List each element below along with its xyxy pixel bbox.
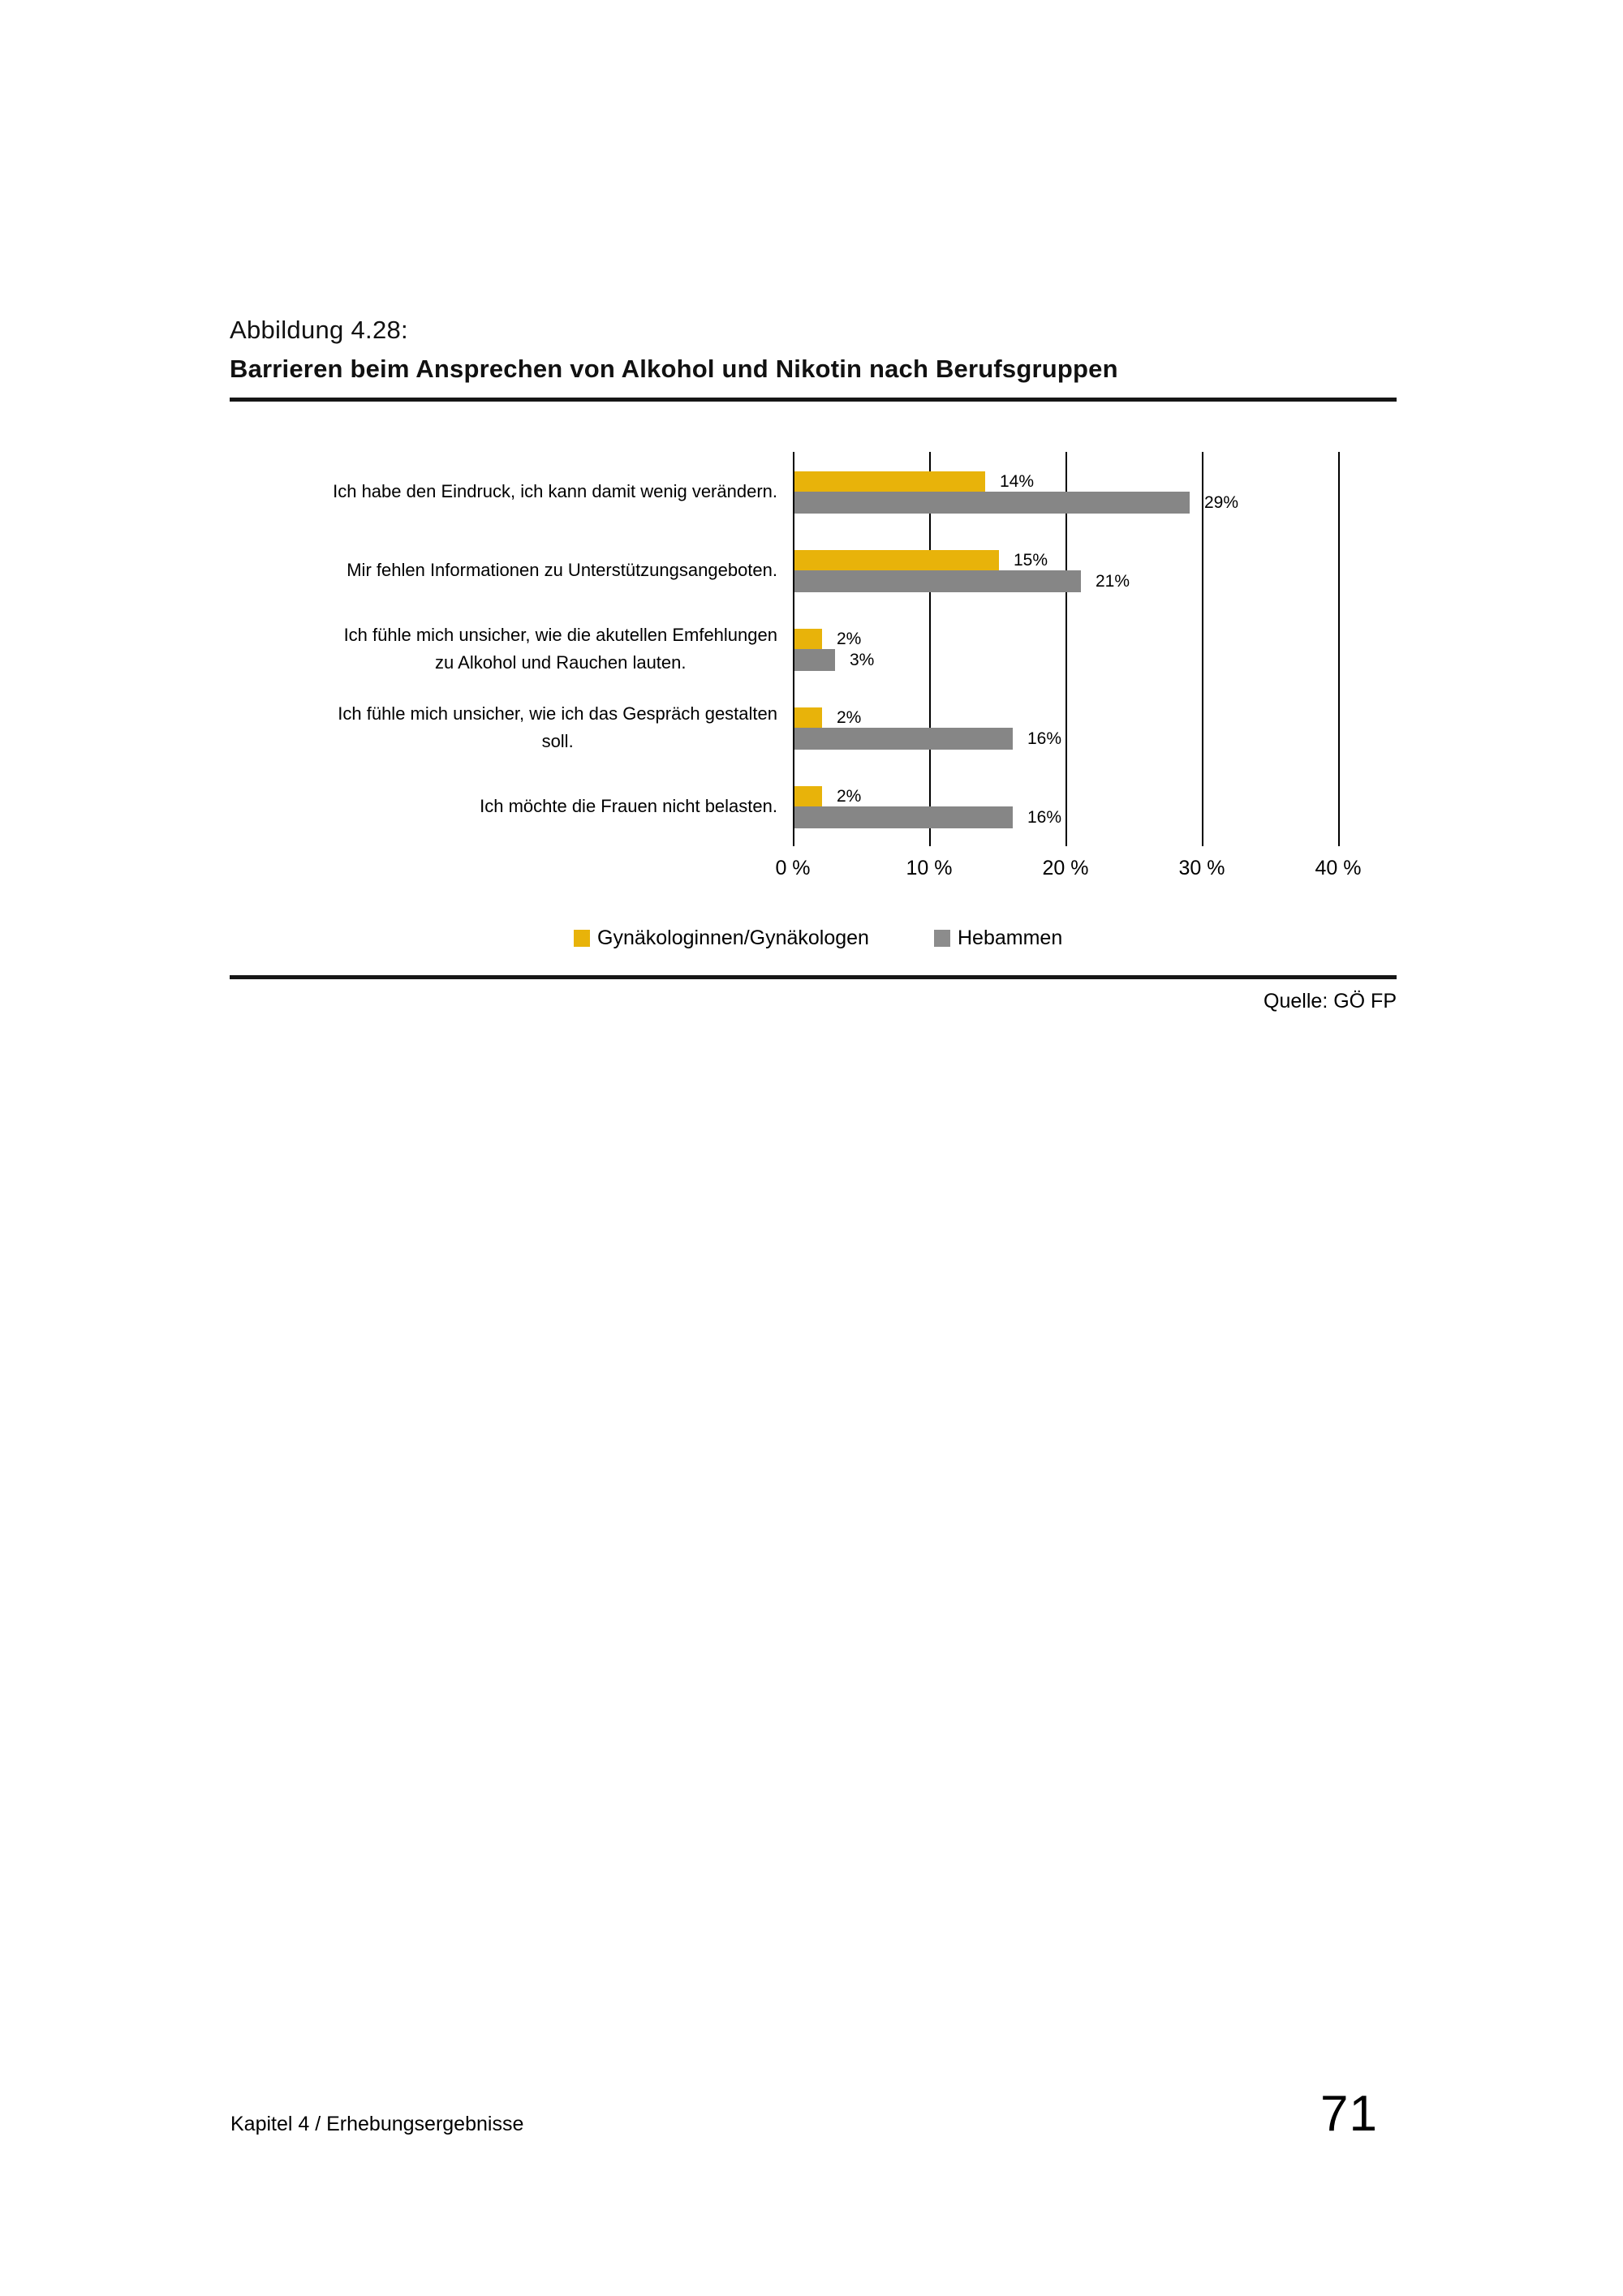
category-label: [344, 621, 777, 677]
bar-hebammen: [794, 649, 835, 671]
bar-gynaekologen: [794, 707, 822, 728]
bar-gynaekologen: [794, 471, 985, 492]
category-label-line: Mir fehlen Informationen zu Unterstützungsangeboten.: [347, 559, 777, 580]
legend-swatch-hebammen: [934, 930, 950, 947]
bar-hebammen: [794, 728, 1013, 750]
axis-tick-label: 40 %: [1315, 857, 1362, 879]
axis-tick-label: 30 %: [1178, 857, 1225, 879]
legend-label-hebammen: Hebammen: [958, 927, 1063, 949]
value-label: 14%: [1000, 471, 1035, 491]
chart-row: [793, 767, 1340, 846]
chart-row: [793, 689, 1340, 767]
figure-label: Abbildung 4.28:: [230, 316, 408, 344]
bar-hebammen: [794, 806, 1013, 828]
value-label: 3%: [850, 650, 875, 669]
footer-chapter-label: Kapitel 4 / Erhebungsergebnisse: [230, 2113, 524, 2135]
legend-item-gynaekologen: [574, 927, 869, 950]
category-label: [480, 793, 777, 820]
value-label: 2%: [837, 787, 862, 806]
category-axis: [219, 452, 777, 846]
page-number: 71: [1320, 2086, 1378, 2142]
value-label: 16%: [1027, 808, 1062, 828]
legend-label-gynaekologen: Gynäkologinnen/Gynäkologen: [597, 927, 869, 949]
axis-tick-label: 10 %: [906, 857, 953, 879]
value-label: 2%: [837, 629, 862, 648]
figure-title: Barrieren beim Ansprechen von Alkohol und Nikotin nach Berufsgruppen: [230, 355, 1118, 383]
category-label-row: [219, 531, 777, 609]
category-label-line: zu Alkohol und Rauchen lauten.: [435, 651, 687, 673]
bar-gynaekologen: [794, 786, 822, 806]
category-label-line: Ich möchte die Frauen nicht belasten.: [480, 796, 777, 817]
category-label-row: [219, 609, 777, 688]
value-label: 15%: [1014, 550, 1048, 570]
title-rule: [230, 398, 1397, 402]
bar-hebammen: [794, 570, 1081, 592]
bar-gynaekologen: [794, 629, 822, 649]
category-label: [347, 557, 777, 584]
axis-tick-label: 20 %: [1042, 857, 1089, 879]
category-label-row: [219, 689, 777, 767]
value-label: 2%: [837, 708, 862, 728]
category-label-row: [219, 767, 777, 846]
bar-hebammen: [794, 492, 1190, 514]
category-label: [333, 478, 777, 505]
value-label: 16%: [1027, 729, 1062, 749]
bar-gynaekologen: [794, 550, 999, 570]
category-label: [338, 700, 777, 755]
category-label-row: [219, 452, 777, 531]
source-note: Quelle: GÖ FP: [1264, 990, 1397, 1013]
legend-swatch-gynaekologen: [574, 930, 590, 947]
legend-item-hebammen: [934, 927, 1062, 950]
axis-tick-label: 0 %: [775, 857, 811, 879]
category-label-line: Ich fühle mich unsicher, wie die akutellen Emfehlungen: [343, 624, 777, 645]
value-label: 29%: [1204, 492, 1239, 512]
chart-row: [793, 452, 1340, 531]
category-label-line: Ich habe den Eindruck, ich kann damit wenig verändern.: [333, 480, 777, 501]
chart-row: [793, 609, 1340, 688]
bottom-rule: [230, 975, 1397, 979]
chart-row: [793, 531, 1340, 609]
category-label-line: Ich fühle mich unsicher, wie ich das Gespräch gestalten: [338, 703, 777, 724]
value-label: 21%: [1096, 571, 1130, 591]
category-label-line: soll.: [541, 731, 574, 752]
plot-area: [793, 452, 1340, 846]
